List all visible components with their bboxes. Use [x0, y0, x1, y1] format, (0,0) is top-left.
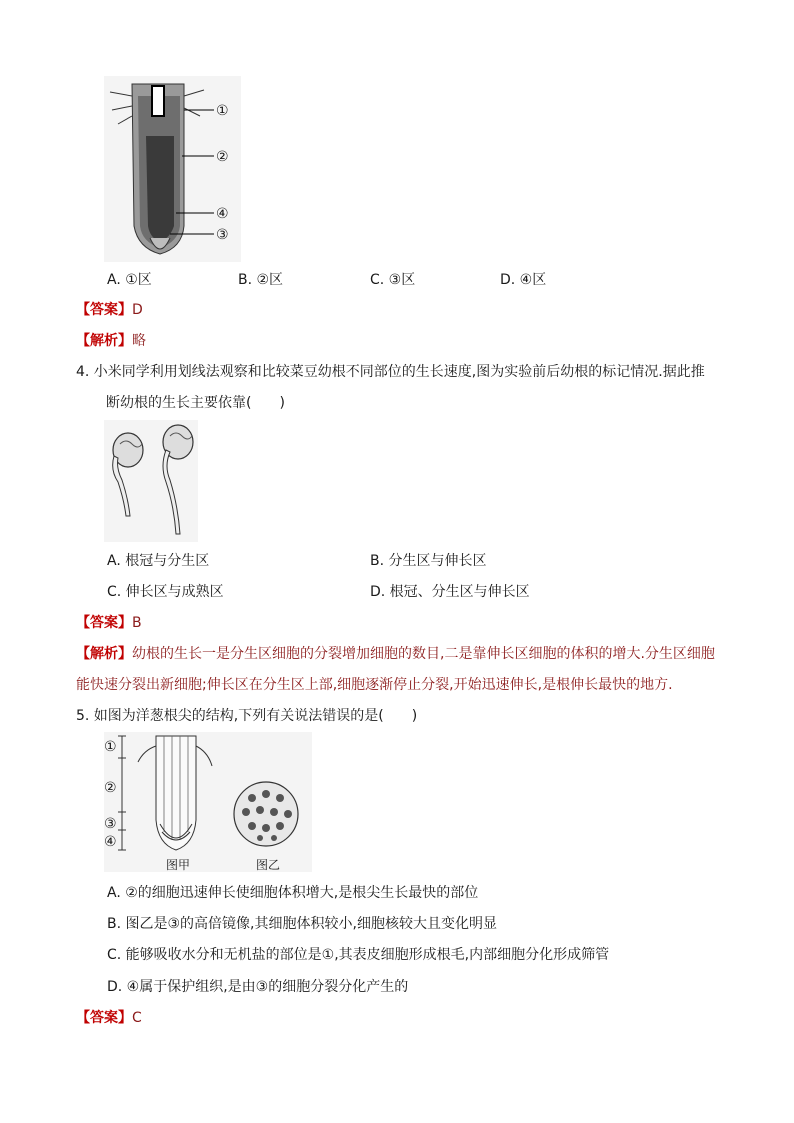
- q5-stem: 5. 如图为洋葱根尖的结构,下列有关说法错误的是( ): [76, 708, 418, 724]
- analysis-text: 幼根的生长一是分生区细胞的分裂增加细胞的数目,二是靠伸长区细胞的体积的增大.分生区细胞: [132, 646, 715, 662]
- analysis-tag: 【解析】: [76, 646, 132, 662]
- q4-analysis-line-2: 能快速分裂出新细胞;伸长区在分生区上部,细胞逐渐停止分裂,开始迅速伸长,是根伸长最快的地方.: [76, 677, 673, 693]
- q3-analysis: [76, 331, 146, 351]
- q5-label-4: ④: [104, 834, 117, 850]
- q3-label-1: ①: [216, 103, 229, 119]
- onion-root-figure: [104, 732, 312, 872]
- q4-option-a: A. 根冠与分生区: [107, 553, 210, 569]
- q5-label-2: ②: [104, 780, 117, 796]
- q3-option-c: C. ③区: [370, 272, 416, 288]
- q4-stem-line-1: 4. 小米同学利用划线法观察和比较菜豆幼根不同部位的生长速度,图为实验前后幼根的标记情况.据此推: [76, 364, 705, 380]
- q5-label-3: ③: [104, 816, 117, 832]
- answer-tag: 【答案】: [76, 1010, 132, 1026]
- q3-option-a: A. ①区: [107, 272, 152, 288]
- q5-option-c: C. 能够吸收水分和无机盐的部位是①,其表皮细胞形成根毛,内部细胞分化形成筛管: [107, 947, 610, 963]
- q3-label-3: ③: [216, 227, 229, 243]
- q5-caption-b: 图乙: [256, 858, 281, 872]
- q5-option-d: D. ④属于保护组织,是由③的细胞分裂分化产生的: [107, 979, 409, 995]
- q4-answer: [76, 613, 142, 633]
- seedling-figure: [104, 420, 198, 542]
- q3-answer: [76, 300, 143, 320]
- q3-option-d: D. ④区: [500, 272, 547, 288]
- q3-label-2: ②: [216, 149, 229, 165]
- q5-caption-a: 图甲: [166, 858, 191, 872]
- answer-value: B: [132, 615, 142, 631]
- answer-value: C: [132, 1010, 142, 1026]
- q5-answer: [76, 1008, 142, 1028]
- q4-option-b: B. 分生区与伸长区: [370, 553, 487, 569]
- q4-option-c: C. 伸长区与成熟区: [107, 584, 224, 600]
- answer-tag: 【答案】: [76, 615, 132, 631]
- q3-label-4: ④: [216, 206, 229, 222]
- q3-option-b: B. ②区: [238, 272, 284, 288]
- q4-option-d: D. 根冠、分生区与伸长区: [370, 584, 530, 600]
- analysis-tag: 【解析】: [76, 333, 132, 349]
- answer-tag: 【答案】: [76, 302, 132, 318]
- q5-label-1: ①: [104, 739, 117, 755]
- seedling-drawing: [104, 420, 198, 542]
- analysis-text: 略: [132, 333, 146, 349]
- q4-analysis-line-1: [76, 644, 715, 664]
- q5-option-b: B. 图乙是③的高倍镜像,其细胞体积较小,细胞核较大且变化明显: [107, 916, 497, 932]
- answer-value: D: [132, 302, 143, 318]
- onion-root-drawing: [104, 732, 312, 872]
- q5-option-a: A. ②的细胞迅速伸长使细胞体积增大,是根尖生长最快的部位: [107, 885, 479, 901]
- q4-stem-line-2: 断幼根的生长主要依靠( ): [106, 395, 285, 411]
